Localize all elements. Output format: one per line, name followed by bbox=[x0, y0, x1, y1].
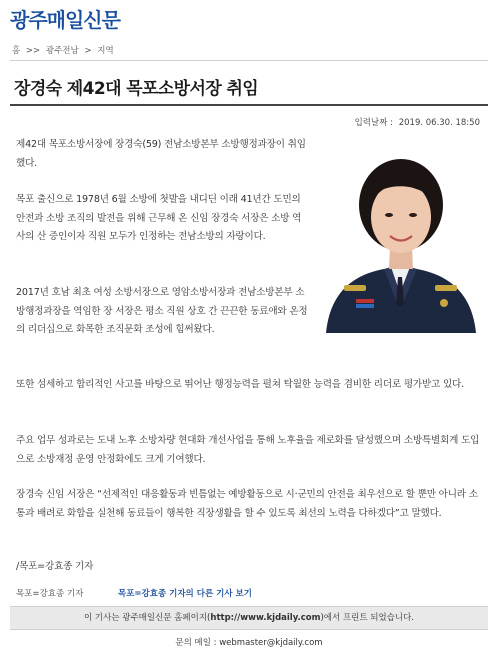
date-label: 입력날짜 : bbox=[354, 118, 394, 128]
article-paragraph: 제42대 목포소방서장에 장경숙(59) 전남소방본부 소방행정과장이 취임했다. bbox=[16, 139, 306, 169]
masthead bbox=[10, 4, 120, 33]
breadcrumb-home-link[interactable]: 홈 bbox=[12, 46, 21, 56]
article-paragraph: 2017년 호남 최초 여성 소방서장으로 영암소방서장과 전남소방본부 소방행정과장을 역임한 장 서장은 평소 직원 상호 간 끈끈한 동료애와 온정의 리더십으로 화목한 조직문화 조성에 힘써왔다. bbox=[16, 287, 308, 335]
title-divider bbox=[10, 104, 488, 106]
print-notice-suffix: )에서 프린트 되었습니다. bbox=[320, 613, 414, 623]
article-dateline bbox=[355, 116, 480, 128]
reporter-byline: 목포=강효종 기자 bbox=[16, 589, 84, 599]
site-url-link[interactable]: http://www.kjdaily.com bbox=[210, 613, 321, 623]
print-notice-prefix: 이 기사는 광주매일신문 홈페이지( bbox=[84, 613, 211, 623]
portrait-image bbox=[322, 143, 479, 333]
article-byline-text: /목포=강효종 기자 bbox=[16, 561, 94, 572]
article-paragraph: 장경숙 신임 서장은 “선제적인 대응활동과 빈틈없는 예방활동으로 시·군민의 안전을 최우선으로 할 뿐만 아니라 소통과 배려로 화합을 실천해 동료들이 행복한 직장생활을 할 수 있도록 최선의 노력을 다하겠다”고 말했다. bbox=[16, 489, 478, 519]
breadcrumb bbox=[12, 44, 117, 56]
breadcrumb-separator: >> bbox=[25, 46, 41, 56]
contact-label: 문의 메일 : bbox=[175, 638, 217, 648]
contact-email-link[interactable]: webmaster@kjdaily.com bbox=[219, 638, 323, 648]
header-divider bbox=[10, 60, 488, 61]
article-title: 장경숙 제42대 목포소방서장 취임 bbox=[14, 79, 259, 99]
date-value: 2019. 06.30. 18:50 bbox=[398, 118, 480, 128]
article-paragraph: 목포 출신으로 1978년 6월 소방에 첫발을 내디딘 이래 41년간 도민의 안전과 소방 조직의 발전을 위해 근무해 온 신임 장경숙 서장은 소방 역사의 산 증인이자 직원 모두가 인정하는 전남소방의 자랑이다. bbox=[16, 194, 302, 242]
breadcrumb-region-link[interactable]: 광주전남 bbox=[45, 46, 79, 56]
breadcrumb-separator: > bbox=[84, 46, 92, 56]
newspaper-logo[interactable]: 광주매일신문 bbox=[10, 8, 120, 32]
breadcrumb-local-link[interactable]: 지역 bbox=[97, 46, 114, 56]
contact-info bbox=[0, 636, 498, 648]
article-paragraph: 주요 업무 성과로는 도내 노후 소방차량 현대화 개선사업을 통해 노후율을 제로화를 달성했으며 소방특별회계 도입으로 소방재정 운영 안정화에도 크게 기여했다. bbox=[16, 435, 480, 465]
more-articles-link[interactable]: 목포=강효종 기자의 다른 기사 보기 bbox=[118, 589, 252, 599]
article-paragraph: 또한 섬세하고 합리적인 사고를 바탕으로 뛰어난 행정능력을 펼쳐 탁월한 능력을 겸비한 리더로 평가받고 있다. bbox=[16, 379, 464, 390]
print-notice bbox=[10, 606, 488, 630]
article-photo bbox=[322, 143, 479, 333]
